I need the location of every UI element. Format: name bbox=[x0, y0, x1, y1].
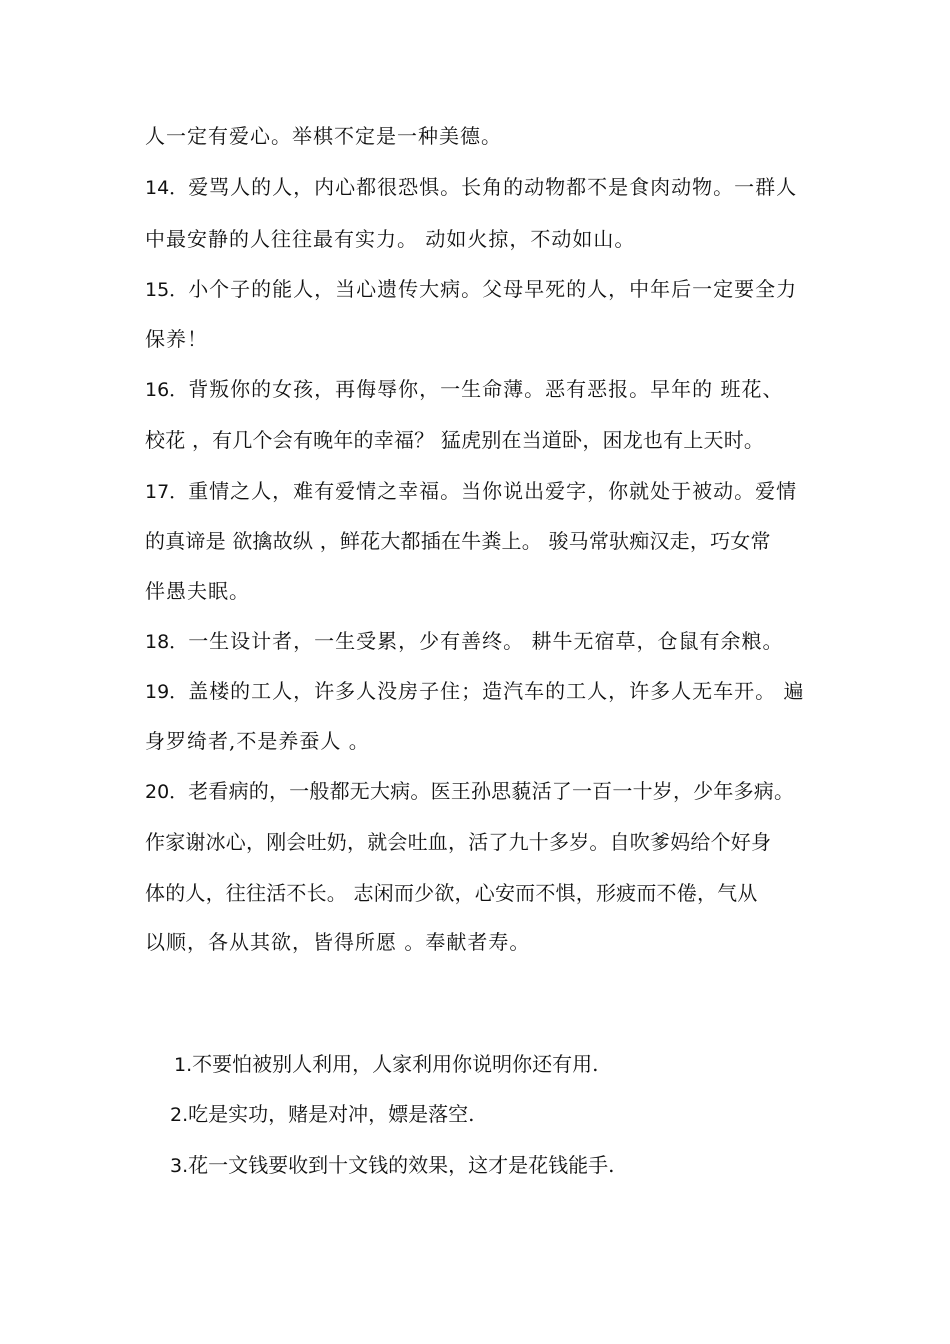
paragraph-line bbox=[145, 123, 825, 149]
paragraph-text: 校花 ，有几个会有晚年的幸福？ 猛虎别在当道卧，困龙也有上天时。 bbox=[145, 428, 765, 452]
paragraph-text: 体的人，往往活不长。 志闲而少欲，心安而不惧，形疲而不倦，气从 bbox=[145, 881, 758, 905]
list-text: 吃是实功，赌是对冲，嫖是落空. bbox=[188, 1102, 475, 1126]
paragraph-line bbox=[145, 226, 825, 252]
paragraph-text: 以顺，各从其欲，皆得所愿 。奉献者寿。 bbox=[145, 930, 531, 954]
paragraph-line bbox=[145, 578, 825, 604]
list-item bbox=[170, 1101, 475, 1128]
paragraph-text: 重情之人，难有爱情之幸福。当你说出爱字，你就处于被动。爱情 bbox=[188, 479, 798, 503]
item-number: 18． bbox=[145, 631, 189, 653]
paragraph-text: 盖楼的工人，许多人没房子住；造汽车的工人，许多人无车开。 遍 bbox=[188, 679, 805, 703]
paragraph-text: 老看病的，一般都无大病。医王孙思藐活了一百一十岁，少年多病。 bbox=[188, 779, 795, 803]
list-number: 2. bbox=[170, 1104, 189, 1126]
paragraph-line bbox=[145, 929, 825, 955]
paragraph-line bbox=[145, 829, 825, 855]
paragraph-20 bbox=[145, 778, 825, 805]
list-number: 1. bbox=[174, 1054, 193, 1076]
paragraph-text: 保养！ bbox=[145, 327, 208, 351]
list-item bbox=[174, 1051, 599, 1078]
paragraph-text: 背叛你的女孩，再侮辱你，一生命薄。恶有恶报。早年的 班花、 bbox=[188, 377, 784, 401]
paragraph-text: 中最安静的人往往最有实力。 动如火掠，不动如山。 bbox=[145, 227, 636, 251]
paragraph-text: 一生设计者，一生受累，少有善终。 耕牛无宿草，仓鼠有余粮。 bbox=[188, 629, 784, 653]
item-number: 16． bbox=[145, 379, 189, 401]
paragraph-line bbox=[145, 427, 825, 453]
paragraph-19 bbox=[145, 678, 825, 705]
paragraph-16 bbox=[145, 376, 825, 403]
paragraph-15 bbox=[145, 276, 825, 303]
item-number: 20． bbox=[145, 781, 189, 803]
paragraph-line bbox=[145, 528, 825, 554]
list-number: 3. bbox=[170, 1155, 189, 1177]
paragraph-18 bbox=[145, 628, 825, 655]
list-item bbox=[170, 1152, 615, 1179]
paragraph-17 bbox=[145, 478, 825, 505]
paragraph-text: 作家谢冰心，刚会吐奶，就会吐血，活了九十多岁。自吹爹妈给个好身 bbox=[145, 830, 772, 854]
paragraph-line bbox=[145, 326, 825, 352]
paragraph-text: 伴愚夫眠。 bbox=[145, 579, 250, 603]
paragraph-line bbox=[145, 728, 825, 754]
list-text: 不要怕被别人利用，人家利用你说明你还有用. bbox=[192, 1052, 599, 1076]
item-number: 15． bbox=[145, 279, 189, 301]
paragraph-text: 人一定有爱心。举棋不定是一种美德。 bbox=[145, 124, 502, 148]
item-number: 14． bbox=[145, 177, 189, 199]
item-number: 19． bbox=[145, 681, 189, 703]
paragraph-14 bbox=[145, 174, 825, 201]
list-text: 花一文钱要收到十文钱的效果，这才是花钱能手. bbox=[188, 1153, 615, 1177]
paragraph-text: 爱骂人的人，内心都很恐惧。长角的动物都不是食肉动物。一群人 bbox=[188, 175, 798, 199]
paragraph-text: 身罗绮者,不是养蚕人 。 bbox=[145, 729, 370, 753]
item-number: 17． bbox=[145, 481, 189, 503]
paragraph-text: 的真谛是 欲擒故纵 ，鲜花大都插在牛粪上。 骏马常驮痴汉走，巧女常 bbox=[145, 529, 771, 553]
paragraph-text: 小个子的能人，当心遗传大病。父母早死的人，中年后一定要全力 bbox=[188, 277, 798, 301]
paragraph-line bbox=[145, 880, 825, 906]
